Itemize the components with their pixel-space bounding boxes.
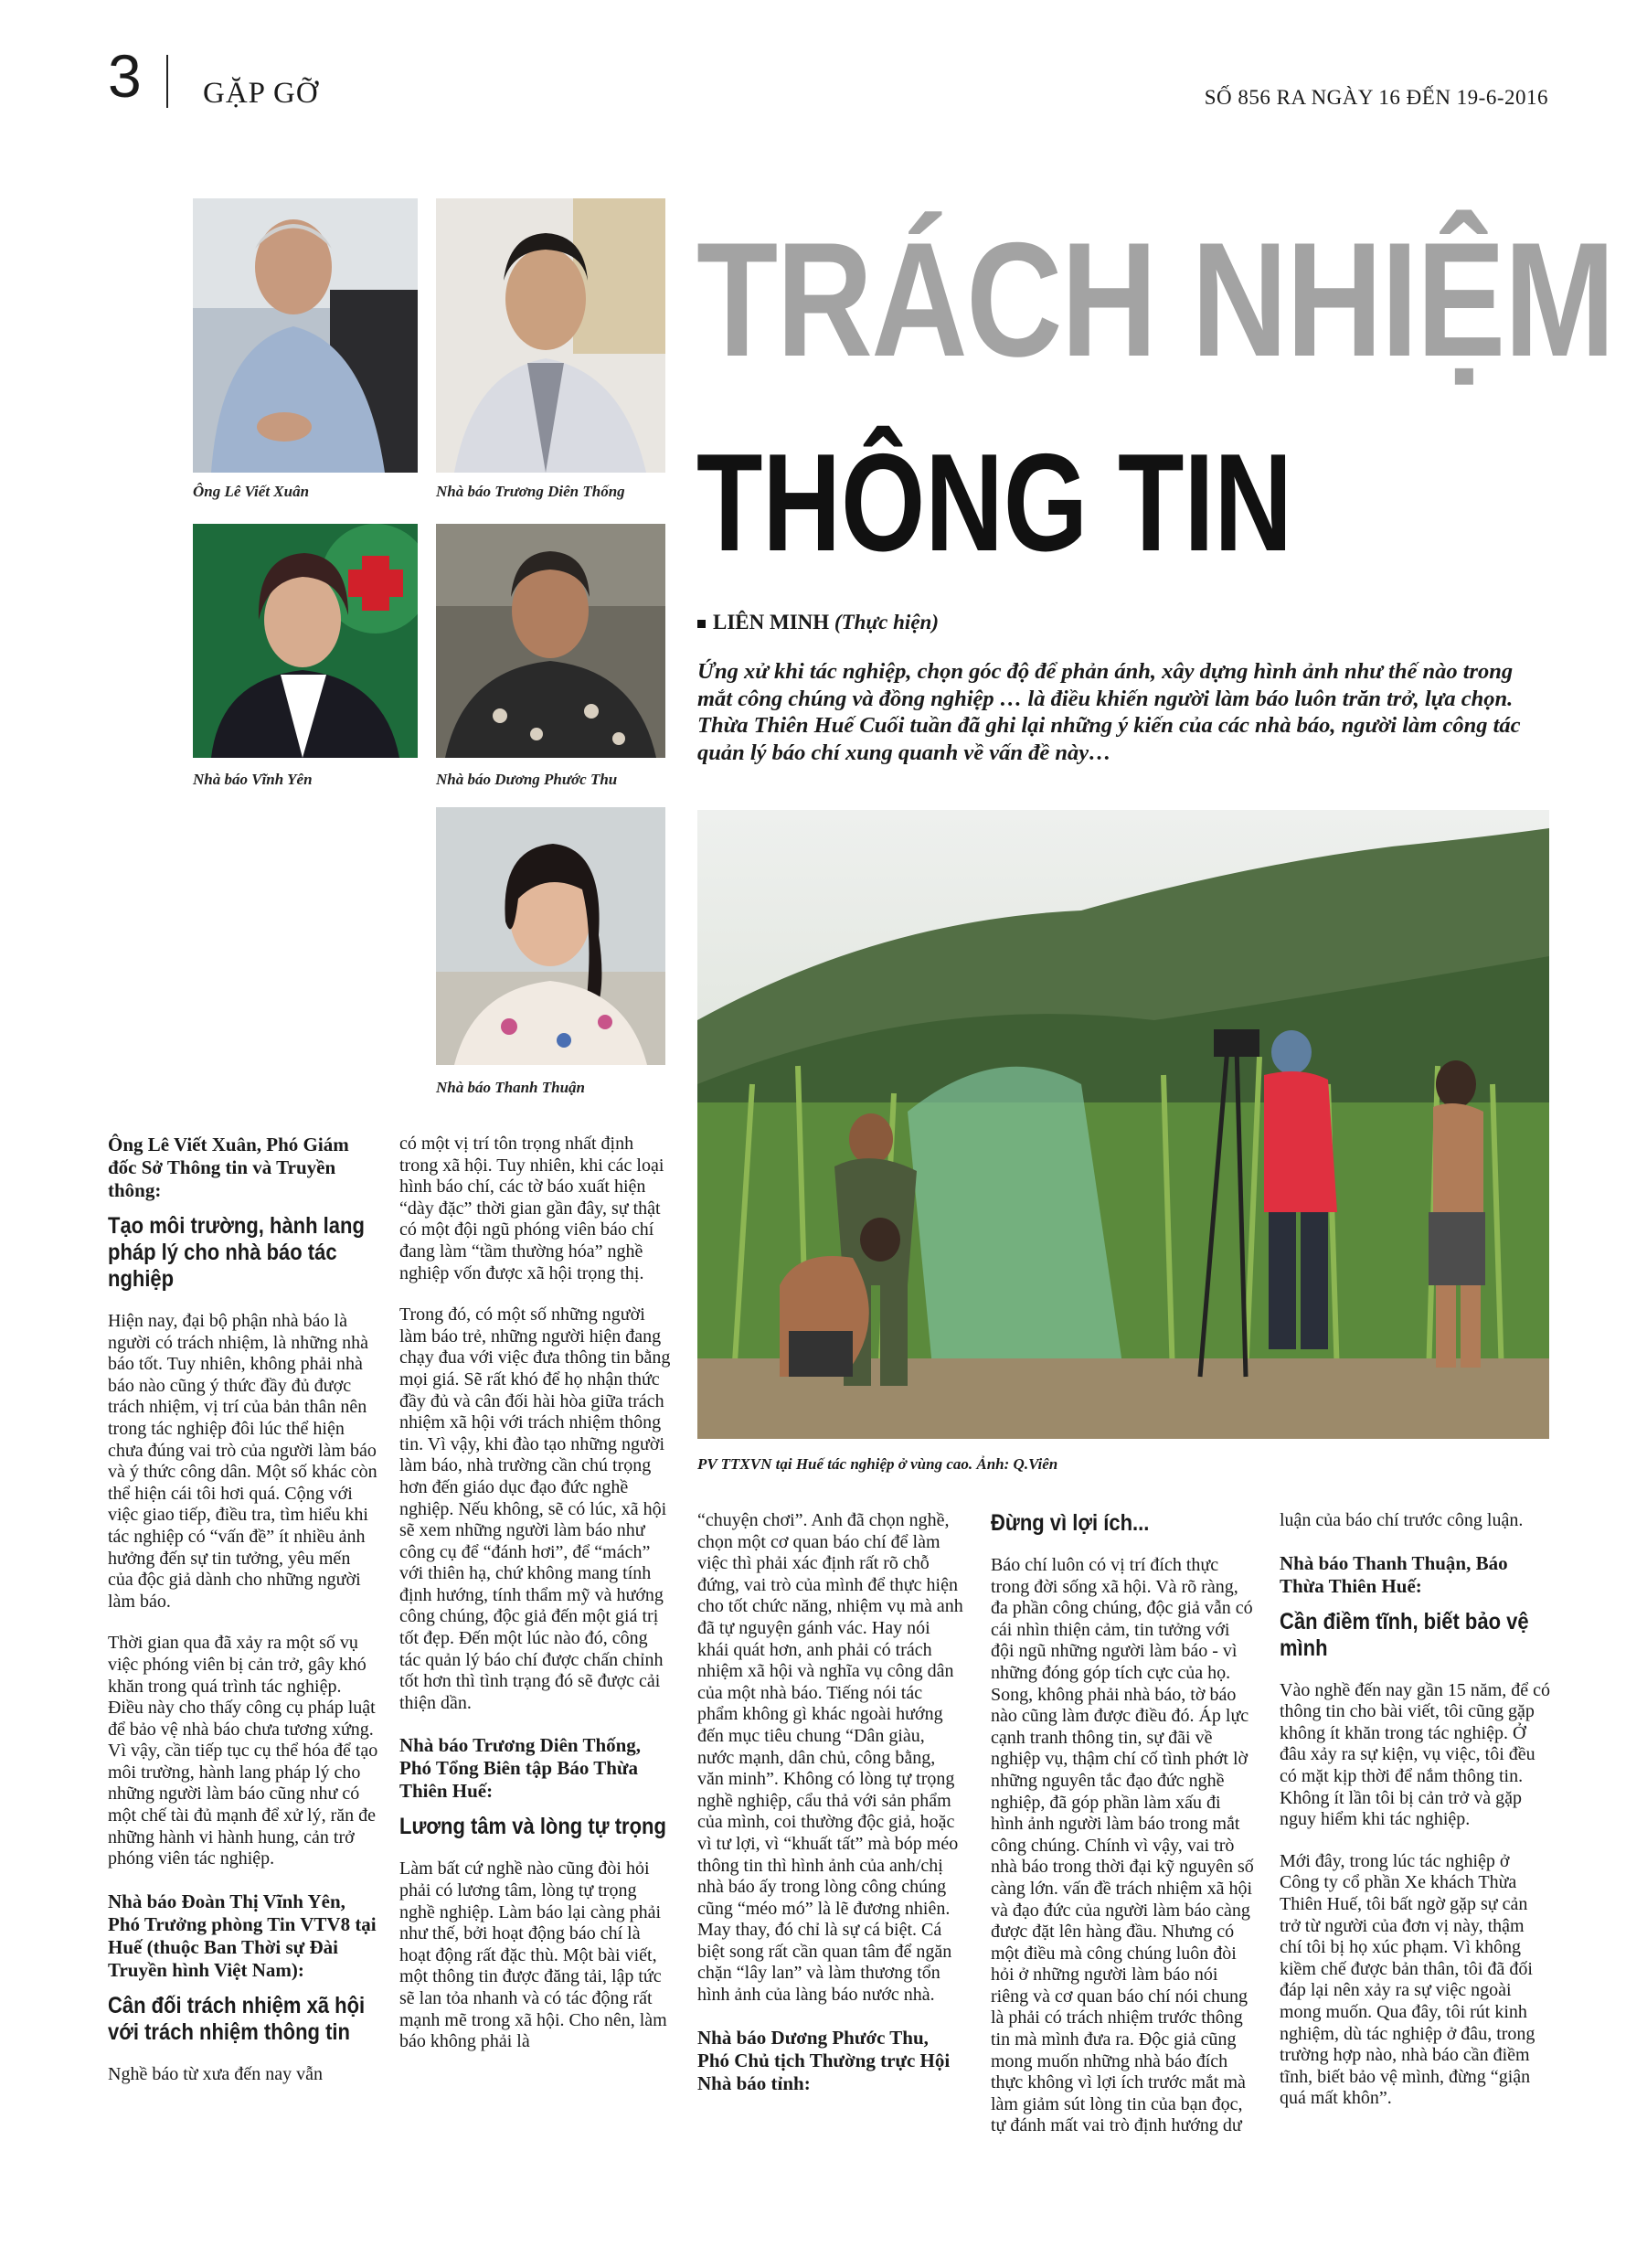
headline-line1: TRÁCH NHIỆM — [696, 208, 1614, 390]
byline — [697, 611, 939, 634]
paragraph: Thời gian qua đã xảy ra một số vụ việc phóng viên bị cản trở, gây khó khăn trong quá trình tác nghiệp. Điều này cho thấy công cụ pháp luật để bảo vệ nhà báo chưa tương xứng. Vì vậy, cần tiếp tục cụ thể hóa để tạo môi trường, hành lang pháp lý cho những người làm báo cũng như có một chế tài đủ mạnh để xử lý, răn đe những hành vi hành hung, cản trở phóng viên tác nghiệp. — [108, 1633, 378, 1869]
portrait-caption: Nhà báo Thanh Thuận — [436, 1079, 585, 1096]
photo-caption: PV TTXVN tại Huế tác nghiệp ở vùng cao. Ảnh: Q.Viên — [697, 1455, 1058, 1473]
portrait-le-viet-xuan — [193, 198, 418, 473]
speaker-name: Ông Lê Viết Xuân, Phó Giám đốc Sở Thông tin và Truyền thông: — [108, 1134, 349, 1201]
article-subheading: Đừng vì lợi ích... — [991, 1510, 1150, 1536]
paragraph: có một vị trí tôn trọng nhất định trong xã hội. Tuy nhiên, khi các loại hình báo chí, các tờ báo xuất hiện “dày đặc” thời gian gần đây, sự thật có một đội ngũ phóng viên báo chí đang làm “tầm thường hóa” nghề nghiệp vốn được xã hội trọng thị. — [399, 1134, 664, 1283]
speaker-name: Nhà báo Thanh Thuận, Báo Thừa Thiên Huế: — [1280, 1551, 1508, 1597]
article-column-5 — [1280, 1510, 1550, 2130]
paragraph: “chuyện chơi”. Anh đã chọn nghề, chọn một cơ quan báo chí để làm việc thì phải xác định rất rõ chỗ đứng, vai trò của mình để thực hiện cho tốt chức năng, nhiệm vụ mà anh đã tự nguyện gánh vác. Hay nói khái quát hơn, anh phải có trách nhiệm xã hội và nghĩa vụ công dân của một nhà báo. Tiếng nói tác phẩm không gì khác ngoài hướng đến mục tiêu chung “Dân giàu, nước mạnh, dân chủ, công bằng, văn minh”. Không có lòng tự trọng nghề nghiệp, cẩu thả với sản phẩm của mình, coi thường độc giả, hoặc vì tư lợi, vì “khuất tất” mà bóp méo thông tin thì hình ảnh của anh/chị nhà báo ấy trong lòng công chúng cũng “méo mó” là lẽ đương nhiên. May thay, đó chỉ là sự cá biệt. Cá biệt song rất cần quan tâm để ngăn chặn “lây lan” và làm thương tổn hình ảnh của làng báo nước nhà. — [697, 1510, 963, 2006]
paragraph: luận của báo chí trước công luận. — [1280, 1510, 1524, 1530]
bullet-square-icon — [697, 620, 706, 628]
article-subheading: Cần điềm tĩnh, biết bảo vệ mình — [1280, 1608, 1529, 1661]
article-column-3 — [697, 1510, 964, 2106]
paragraph: Nghề báo từ xưa đến nay vẫn — [108, 2063, 323, 2084]
portrait-caption: Ông Lê Viết Xuân — [193, 483, 310, 500]
paragraph: Làm bất cứ nghề nào cũng đòi hỏi phải có lương tâm, lòng tự trọng nghề nghiệp. Làm báo lại càng phải như thế, bởi hoạt động báo chí là hoạt động rất đặc thù. Một bài viết, một thông tin được đăng tải, lập tức sẽ lan tỏa nhanh và có tác động rất mạnh mẽ trong xã hội. Cho nên, làm báo không phải là — [399, 1858, 667, 2052]
article-subheading: Tạo môi trường, hành lang pháp lý cho nhà báo tác nghiệp — [108, 1213, 365, 1292]
portrait-caption: Nhà báo Dương Phước Thu — [436, 771, 618, 788]
lede: Ứng xử khi tác nghiệp, chọn góc độ để phản ánh, xây dựng hình ảnh như thế nào trong mắt công chúng và đồng nghiệp … là điều khiến người làm báo luôn trăn trở, lựa chọn. Thừa Thiên Huế Cuối tuần đã ghi lại những ý kiến của các nhà báo, người làm công tác quản lý báo chí xung quanh về vấn đề này… — [697, 659, 1521, 765]
speaker-name: Nhà báo Trương Diên Thống, Phó Tổng Biên tập Báo Thừa Thiên Huế: — [399, 1734, 642, 1803]
portrait-vinh-yen — [193, 524, 418, 758]
paragraph: Hiện nay, đại bộ phận nhà báo là người có trách nhiệm, là những nhà báo tốt. Tuy nhiên, không phải nhà báo nào cũng ý thức đầy đủ được trách nhiệm, vị trí của bản thân nên trong tác nghiệp đôi lúc thể hiện chưa đúng vai trò của người làm báo và ý thức công dân. Một số khác còn thể hiện cái tôi hơi quá. Cộng với việc giao tiếp, điều tra, tìm hiểu khi tác nghiệp có “vấn đề” ít nhiều ảnh hưởng đến sự tin tưởng, yêu mến của độc giả dành cho những người làm báo. — [108, 1311, 377, 1612]
main-photo — [697, 810, 1549, 1439]
page-number: 3 — [108, 42, 142, 110]
portrait-thanh-thuan — [436, 807, 665, 1065]
section-title: GẶP GỠ — [203, 77, 319, 110]
paragraph: Vào nghề đến nay gần 15 năm, để có thông tin cho bài viết, tôi cũng gặp không ít khăn trong tác nghiệp. Ở đâu xảy ra sự kiện, vụ việc, tôi đều có mặt kịp thời để nắm thông tin. Không ít lần tôi bị cản trở và gặp nguy hiểm khi tác nghiệp. — [1280, 1679, 1551, 1830]
portrait-caption: Nhà báo Vĩnh Yên — [193, 771, 313, 788]
portrait-duong-phuoc-thu — [436, 524, 665, 758]
article-subheading: Cân đối trách nhiệm xã hội với trách nhiệm thông tin — [108, 1992, 366, 2045]
paragraph: Trong đó, có một số những người làm báo trẻ, những người hiện đang chạy đua với việc đưa thông tin bằng mọi giá. Sẽ rất khó để họ nhận thức đầy đủ và cân đối hài hòa giữa trách nhiệm xã hội với trách nhiệm thông tin. Vì vậy, khi đào tạo những người làm báo, nhà trường cần chú trọng hơn đến giáo dục đạo đức nghề nghiệp. Nếu không, sẽ có lúc, xã hội sẽ xem những người làm báo như công cụ để “đánh hơi”, để “mách” với thiên hạ, chứ không mang tính định hướng, tính thẩm mỹ và hướng công chúng, độc giả đến một giá trị tốt đẹp. Đến một lúc nào đó, công tác quản lý báo chí được chấn chỉnh tốt hơn thì tình trạng đó sẽ được cải thiện dần. — [399, 1304, 671, 1713]
portrait-caption: Nhà báo Trương Diên Thống — [436, 483, 625, 500]
paragraph: Báo chí luôn có vị trí đích thực trong đời sống xã hội. Và rõ ràng, đa phần công chúng, độc giả vẫn có cái nhìn thiện cảm, tin tưởng với đội ngũ những người làm báo - vì những đóng góp tích cực của họ. Song, không phải nhà báo, tờ báo nào cũng làm được điều đó. Áp lực cạnh tranh thông tin, sự đãi về nghiệp vụ, thậm chí cố tình phớt lờ những nguyên tắc đạo đức nghề nghiệp, đã góp phần làm xấu đi hình ảnh người làm báo trong mắt công chúng. Chính vì vậy, vai trò nhà báo trong thời đại kỹ nguyên số càng lớn. vấn đề trách nhiệm xã hội và đạo đức của người làm báo càng được đặt lên hàng đầu. Nhưng có một điều mà công chúng luôn đòi hỏi ở những người làm báo nói riêng và cơ quan báo chí nói chung là phải có trách nhiệm trước thông tin mà mình đưa ra. Độc giả cũng mong muốn những nhà báo đích thực không vì lợi ích trước mắt mà làm giảm sút lòng tin của bạn đọc, tự đánh mất vai trò định hướng dư — [991, 1555, 1254, 2136]
byline-role: (Thực hiện) — [834, 611, 939, 634]
portrait-truong-dien-thong — [436, 198, 665, 473]
article-column-1 — [108, 1134, 379, 2105]
header-divider — [166, 55, 168, 108]
paragraph: Mới đây, trong lúc tác nghiệp ở Công ty cổ phần Xe khách Thừa Thiên Huế, tôi bất ngờ gặp sự cản trở từ người của đơn vị này, thậm chí tôi bị họ xúc phạm. Vì không kiềm chế được bản thân, tôi đã đối đáp lại nên xảy ra sự việc ngoài mong muốn. Qua đây, tôi rút kinh nghiệm, dù tác nghiệp ở đâu, trong trường hợp nào, nhà báo cần điềm tĩnh, biết bảo vệ mình, đừng “giận quá mất khôn”. — [1280, 1850, 1535, 2109]
headline-line2: THÔNG TIN — [696, 425, 1293, 580]
speaker-name: Nhà báo Đoàn Thị Vĩnh Yên, Phó Trưởng phòng Tin VTV8 tại Huế (thuộc Ban Thời sự Đài Truyền hình Việt Nam): — [108, 1890, 377, 1981]
article-column-2 — [399, 1134, 672, 2073]
byline-author: LIÊN MINH — [713, 611, 830, 634]
article-column-4 — [991, 1510, 1256, 2157]
issue-date: SỐ 856 RA NGÀY 16 ĐẾN 19-6-2016 — [1204, 86, 1548, 109]
article-subheading: Lương tâm và lòng tự trọng — [399, 1814, 666, 1840]
speaker-name: Nhà báo Dương Phước Thu, Phó Chủ tịch Thường trực Hội Nhà báo tỉnh: — [697, 2026, 951, 2094]
